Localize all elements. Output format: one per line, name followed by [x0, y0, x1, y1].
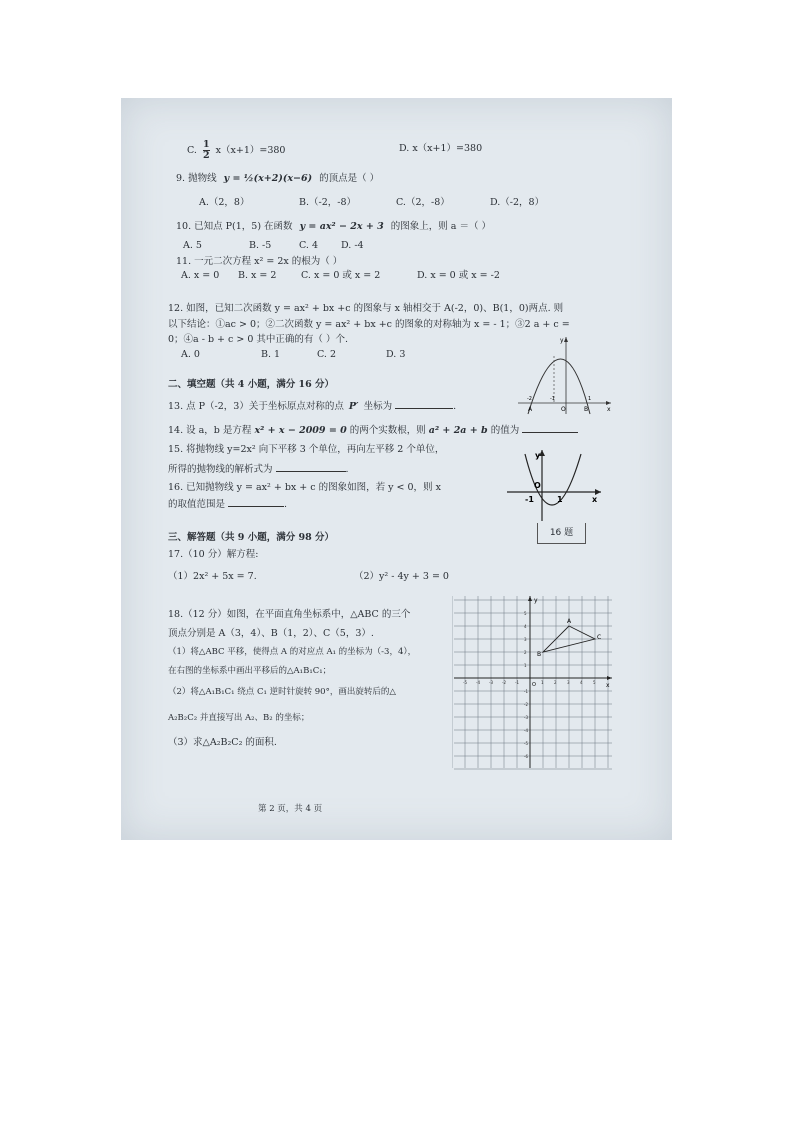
q17-part2: （2）y² - 4y + 3 = 0	[354, 571, 449, 582]
q18-line6: A₂B₂C₂ 并直接写出 A₂、B₂ 的坐标；	[168, 713, 310, 723]
y-tick-label: -6	[524, 754, 528, 759]
fraction: $\frac{1}{2}$	[202, 139, 210, 161]
q12-line1: 12. 如图，已知二次函数 y = ax² + bx +c 的图象与 x 轴相交于 A(-2，0)、B(1，0)两点. 则	[168, 303, 564, 314]
y-axis-label: y	[560, 337, 564, 344]
q16-line1: 16. 已知抛物线 y = ax² + bx + c 的图象如图，若 y < 0，则 x	[168, 482, 441, 493]
q18-line7: （3）求△A₂B₂C₂ 的面积.	[168, 737, 277, 748]
q12-option-d: D. 3	[386, 349, 406, 360]
y-tick-label: 3	[524, 637, 527, 642]
section3-title: 三、解答题（共 9 小题，满分 98 分）	[168, 532, 335, 543]
q12-parabola-graph	[514, 334, 614, 416]
y-tick-label: 2	[524, 650, 527, 655]
x-axis-label: x	[606, 682, 610, 689]
answer-blank[interactable]	[276, 471, 346, 472]
q16-line2: 的取值范围是 .	[168, 499, 288, 510]
q11-option-d: D. x = 0 或 x = -2	[417, 270, 500, 281]
q8-option-c: C. $\frac{1}{2}$ x（x+1）=380	[187, 139, 286, 161]
x-tick-label: -2	[502, 680, 506, 685]
q10-stem: 10. 已知点 P(1，5) 在函数 y = ax² − 2x + 3 的图象上，则 a ＝（ ）	[176, 221, 491, 232]
q16-figure-caption: 16 题	[537, 523, 586, 544]
y-axis-label: y	[535, 451, 541, 460]
q18-line1: 18.（12 分）如图，在平面直角坐标系中，△ABC 的三个	[168, 609, 411, 620]
x-tick-label: 1	[541, 680, 544, 685]
q10-option-c: C. 4	[299, 240, 319, 251]
x-axis-label: x	[592, 495, 598, 504]
q12-option-a: A. 0	[181, 349, 200, 360]
origin-label: O	[534, 481, 541, 490]
answer-blank[interactable]	[395, 408, 453, 409]
q10-option-a: A. 5	[183, 240, 202, 251]
q18-line4: 在右图的坐标系中画出平移后的△A₁B₁C₁；	[168, 666, 332, 676]
x-axis-arrow	[607, 676, 612, 680]
q15-line1: 15. 将抛物线 y=2x² 向下平移 3 个单位，再向左平移 2 个单位，	[168, 444, 445, 455]
tick-label-minus2: -2	[527, 396, 532, 402]
y-tick-label: 5	[524, 611, 527, 616]
q17-title: 17.（10 分）解方程:	[168, 549, 259, 560]
x-tick-label: 2	[554, 680, 557, 685]
q11-stem: 11. 一元二次方程 x² = 2x 的根为（ ）	[176, 256, 343, 267]
x-axis-arrow	[606, 401, 611, 405]
q11-option-b: B. x = 2	[238, 270, 277, 281]
answer-blank[interactable]	[522, 432, 578, 433]
q12-line2: 以下结论：①ac > 0；②二次函数 y = ax² + bx +c 的图象的对称轴为 x = - 1；③2 a + c =	[168, 319, 570, 330]
q10-option-d: D. -4	[341, 240, 364, 251]
tick-label-minus1: -1	[550, 396, 555, 402]
q9-option-b: B.（-2，-8）	[299, 197, 357, 208]
q15-line2: 所得的抛物线的解析式为 .	[168, 464, 349, 475]
q9-option-c: C.（2，-8）	[396, 197, 450, 208]
q14-stem: 14. 设 a，b 是方程 x² + x − 2009 = 0 的两个实数根，则 a² + 2a + b 的值为	[168, 425, 578, 437]
page-number: 第 2 页，共 4 页	[258, 804, 323, 814]
answer-blank[interactable]	[228, 506, 284, 507]
q12-option-c: C. 2	[317, 349, 337, 360]
y-tick-label: -4	[524, 728, 528, 733]
q18-line2: 顶点分别是 A（3，4）、B（1，2）、C（5，3）.	[168, 628, 374, 639]
point-b-label: B	[537, 651, 542, 658]
point-a-label: A	[528, 406, 533, 413]
section2-title: 二、填空题（共 4 小题，满分 16 分）	[168, 379, 335, 390]
origin-label: O	[532, 682, 536, 688]
origin-label: O	[561, 406, 566, 413]
x-tick-label: 4	[580, 680, 583, 685]
y-tick-label: 4	[524, 624, 527, 629]
tick-label-1: 1	[557, 495, 563, 504]
q11-option-c: C. x = 0 或 x = 2	[301, 270, 381, 281]
q18-line5: （2）将△A₁B₁C₁ 绕点 C₁ 逆时针旋转 90°，画出旋转后的△	[168, 687, 396, 697]
point-b-label: B	[584, 406, 589, 413]
y-axis-label: y	[534, 597, 538, 604]
point-c-label: C	[597, 634, 602, 641]
x-tick-label: -4	[476, 680, 480, 685]
y-axis-arrow	[528, 596, 532, 601]
q16-parabola-graph	[505, 448, 605, 523]
q9-option-d: D.（-2，8）	[490, 197, 545, 208]
tick-label-minus1: -1	[525, 495, 534, 504]
y-tick-label: -1	[524, 689, 528, 694]
y-tick-label: -2	[524, 702, 528, 707]
q18-line3: （1）将△ABC 平移，使得点 A 的对应点 A₁ 的坐标为（-3，4），	[168, 647, 417, 657]
y-axis-arrow	[564, 337, 568, 342]
q10-option-b: B. -5	[249, 240, 272, 251]
q12-option-b: B. 1	[261, 349, 281, 360]
q12-line3: 0；④a - b + c > 0 其中正确的有（ ）个.	[168, 334, 348, 345]
x-tick-label: 3	[567, 680, 570, 685]
q9-option-a: A.（2，8）	[199, 197, 250, 208]
tick-label-1: 1	[588, 396, 592, 402]
x-axis-label: x	[607, 406, 611, 413]
q13-stem: 13. 点 P（-2，3）关于坐标原点对称的点 P′ 坐标为 .	[168, 401, 457, 412]
point-a-label: A	[567, 618, 572, 625]
exam-paper	[121, 98, 672, 840]
q18-coordinate-grid	[452, 594, 614, 770]
q17-part1: （1）2x² + 5x = 7.	[168, 571, 257, 582]
x-tick-label: -5	[463, 680, 467, 685]
y-tick-label: -3	[524, 715, 528, 720]
q8-option-d: D. x（x+1）=380	[399, 143, 483, 154]
y-tick-label: -5	[524, 741, 528, 746]
x-tick-label: -1	[515, 680, 519, 685]
x-tick-label: -3	[489, 680, 493, 685]
parabola-curve	[528, 359, 590, 414]
q11-option-a: A. x = 0	[181, 270, 220, 281]
x-tick-label: 5	[593, 680, 596, 685]
q9-stem: 9. 抛物线 y = ½(x+2)(x−6) 的顶点是（ ）	[176, 173, 380, 184]
y-tick-label: 1	[524, 663, 527, 668]
